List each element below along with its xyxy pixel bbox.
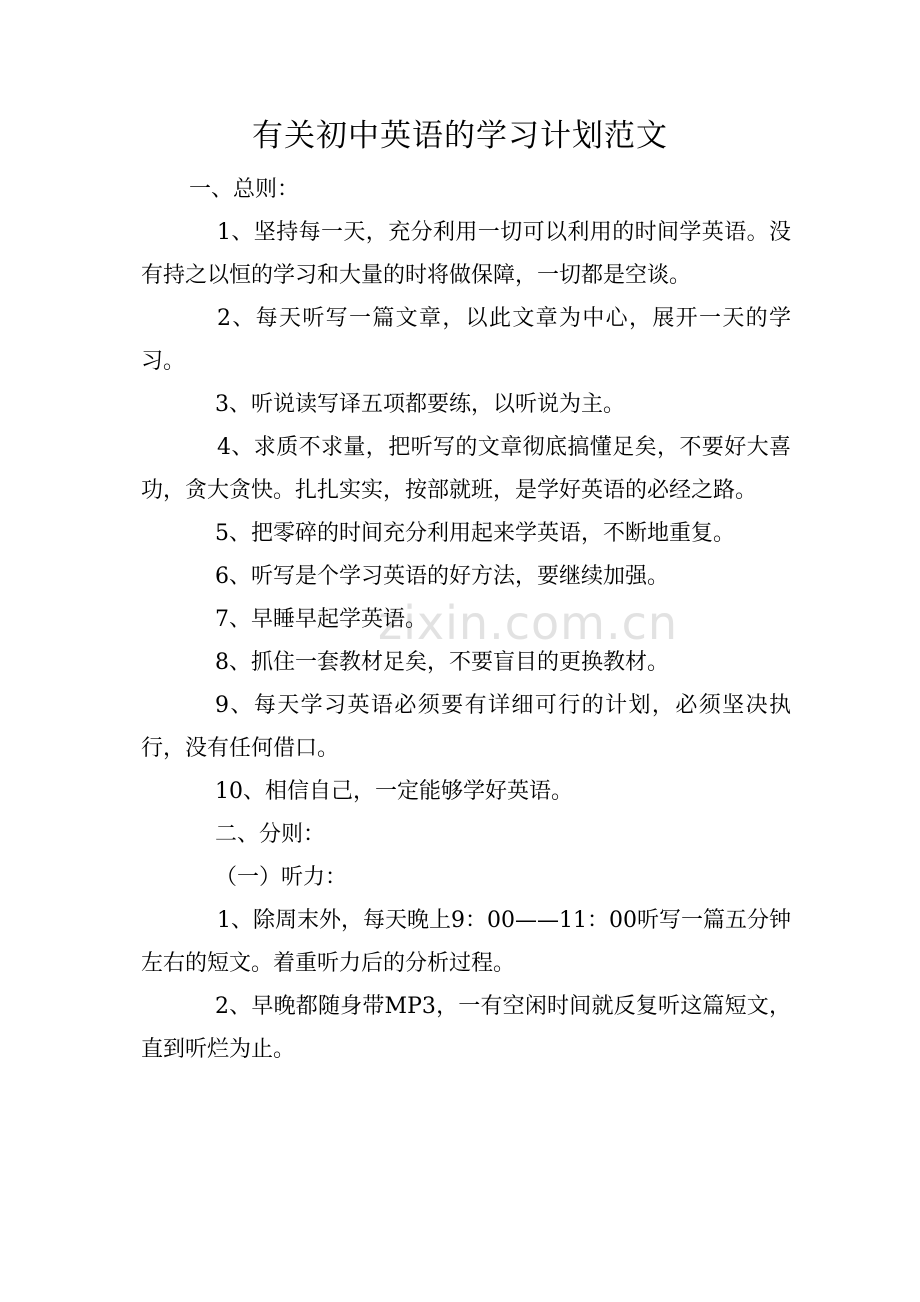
document-body: [141, 168, 791, 1071]
paragraph-general-1: 1、坚持每一天，充分利用一切可以利用的时间学英语。没有持之以恒的学习和大量的时将做保障，一切都是空谈。: [141, 220, 791, 288]
document-title: 有关初中英语的学习计划范文: [252, 118, 668, 154]
section-heading-detail: 二、分则：: [215, 822, 326, 847]
paragraph-general-3: 3、听说读写译五项都要练，以听说为主。: [215, 392, 625, 417]
subsection-heading-listening: （一）听力：: [215, 865, 348, 890]
paragraph-general-6: 6、听写是个学习英语的好方法，要继续加强。: [215, 564, 669, 589]
paragraph-general-5: 5、把零碎的时间充分利用起来学英语，不断地重复。: [215, 521, 735, 546]
paragraph-general-9: 9、每天学习英语必须要有详细可行的计划，必须坚决执行，没有任何借口。: [141, 693, 791, 761]
paragraph-general-10: 10、相信自己，一定能够学好英语。: [215, 779, 573, 804]
paragraph-listening-1: 1、除周末外，每天晚上9：00——11：00听写一篇五分钟左右的短文。着重听力后的分析过程。: [141, 908, 791, 976]
paragraph-general-2: 2、每天听写一篇文章，以此文章为中心，展开一天的学习。: [141, 306, 791, 374]
paragraph-general-8: 8、抓住一套教材足矣，不要盲目的更换教材。: [215, 650, 669, 675]
section-heading-general: 一、总则：: [189, 177, 300, 202]
paragraph-listening-2: 2、早晚都随身带MP3，一有空闲时间就反复听这篇短文，直到听烂为止。: [141, 994, 791, 1062]
watermark: zixin.com.cn: [378, 596, 679, 650]
paragraph-general-4: 4、求质不求量，把听写的文章彻底搞懂足矣，不要好大喜功，贪大贪快。扎扎实实，按部就班，是学好英语的必经之路。: [141, 435, 791, 503]
paragraph-general-7: 7、早睡早起学英语。: [215, 607, 427, 632]
